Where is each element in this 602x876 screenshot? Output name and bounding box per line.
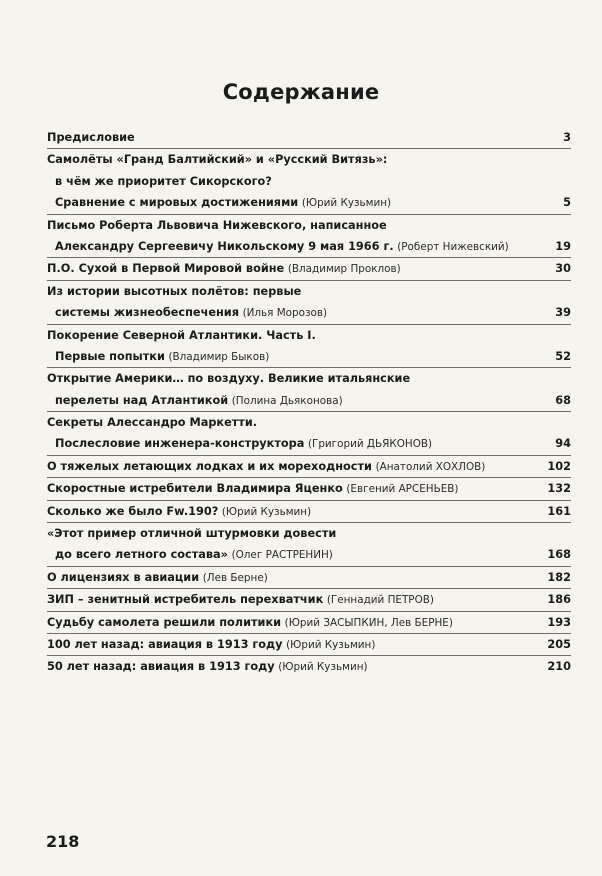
toc-entry-text: [47, 437, 432, 450]
toc-entry: [47, 367, 571, 389]
toc-entry-title: Открытие Америки… по воздуху. Великие итальянские: [47, 372, 411, 386]
toc-entry-title: Первые попытки: [55, 349, 165, 363]
toc-entry-page: 52: [555, 349, 571, 363]
toc-entry-text: [47, 505, 311, 518]
toc-entry-title: П.О. Сухой в Первой Мировой войне: [47, 262, 285, 276]
toc-entry-page: 19: [555, 239, 571, 253]
toc-entry-continuation: [47, 433, 571, 454]
toc-entry-page: 39: [555, 306, 571, 320]
toc-entry-continuation: [47, 192, 571, 213]
toc-entry-text: [47, 285, 301, 298]
toc-entry-text: [47, 372, 410, 385]
toc-entry: [47, 455, 571, 477]
toc-entry-text: [47, 416, 257, 429]
toc-entry: [47, 611, 571, 633]
toc-entry-title: в чём же приоритет Сикорского?: [55, 174, 272, 188]
toc-entry: [47, 655, 571, 677]
table-of-contents: [47, 127, 571, 678]
toc-entry-title: системы жизнеобеспечения: [55, 306, 239, 320]
toc-entry-continuation: [47, 236, 571, 257]
toc-entry-author: (Олег РАСТРЕНИН): [231, 549, 333, 562]
toc-entry-author: (Евгений АРСЕНЬЕВ): [346, 483, 459, 496]
toc-entry-page: 3: [563, 131, 571, 144]
toc-entry-title: Из истории высотных полётов: первые: [47, 284, 302, 298]
toc-entry-title: «Этот пример отличной штурмовки довести: [47, 527, 337, 541]
toc-entry: [47, 214, 571, 236]
toc-entry-page: 30: [555, 262, 571, 276]
toc-entry-text: [47, 571, 268, 584]
toc-entry-author: (Юрий Кузьмин): [278, 661, 368, 674]
toc-entry-continuation: [47, 544, 571, 565]
toc-entry-text: [47, 262, 401, 275]
toc-entry-title: Скоростные истребители Владимира Яценко: [47, 482, 343, 496]
toc-entry-text: [47, 660, 368, 673]
toc-entry-text: [47, 306, 327, 319]
toc-entry: [47, 411, 571, 433]
toc-entry-page: 102: [547, 459, 571, 473]
toc-entry-author: (Геннадий ПЕТРОВ): [326, 594, 434, 607]
toc-entry-page: 168: [547, 548, 571, 562]
toc-entry: [47, 633, 571, 655]
toc-entry-title: Самолёты «Гранд Балтийский» и «Русский Витязь»:: [47, 153, 388, 167]
toc-entry-title: Александру Сергеевичу Никольскому 9 мая 1966 г.: [55, 239, 394, 253]
toc-entry-text: [47, 394, 343, 407]
toc-entry-title: О лицензиях в авиации: [47, 570, 200, 584]
toc-entry: [47, 280, 571, 302]
toc-entry-text: [47, 350, 269, 363]
toc-entry-text: [47, 240, 509, 253]
toc-entry-page: 193: [547, 615, 571, 629]
toc-entry-page: 68: [555, 393, 571, 407]
toc-entry-title: Сколько же было Fw.190?: [47, 504, 219, 518]
toc-entry-continuation: [47, 346, 571, 367]
toc-entry: [47, 588, 571, 610]
toc-entry-text: [47, 460, 485, 473]
toc-entry-page: 205: [547, 637, 571, 651]
toc-entry-page: 5: [563, 196, 571, 210]
toc-entry-continuation: [47, 171, 571, 192]
toc-entry: [47, 127, 571, 148]
toc-entry-text: [47, 593, 434, 606]
toc-entry-author: (Анатолий ХОХЛОВ): [375, 460, 486, 473]
toc-entry-title: до всего летного состава»: [55, 548, 228, 562]
toc-entry-continuation: [47, 390, 571, 411]
toc-entry: [47, 500, 571, 522]
toc-entry-author: (Владимир Проклов): [287, 263, 401, 276]
toc-entry-author: (Илья Морозов): [242, 307, 328, 320]
page-title: Содержание: [222, 80, 380, 104]
toc-entry-page: 210: [547, 660, 571, 674]
toc-entry-author: (Владимир Быков): [168, 350, 270, 363]
toc-entry-title: Секреты Алессандро Маркетти.: [47, 416, 258, 430]
toc-entry-author: (Григорий ДЬЯКОНОВ): [307, 438, 433, 451]
toc-entry-text: [47, 548, 333, 561]
toc-entry-title: 100 лет назад: авиация в 1913 году: [47, 637, 283, 651]
toc-entry: [47, 257, 571, 279]
toc-entry-text: [47, 153, 387, 166]
toc-entry: [47, 477, 571, 499]
toc-entry: [47, 522, 571, 544]
toc-entry: [47, 324, 571, 346]
toc-entry-title: Предисловие: [47, 131, 135, 144]
toc-entry-text: [47, 638, 375, 651]
toc-entry-title: О тяжелых летающих лодках и их мореходности: [47, 459, 372, 473]
toc-entry-text: [47, 616, 453, 629]
toc-entry: [47, 566, 571, 588]
toc-entry-continuation: [47, 302, 571, 323]
toc-entry-text: [47, 175, 272, 188]
toc-entry-text: [47, 329, 316, 342]
toc-entry-author: (Юрий Кузьмин): [301, 197, 392, 210]
toc-entry-author: (Юрий Кузьмин): [286, 638, 376, 651]
toc-entry-title: Послесловие инженера-конструктора: [55, 437, 305, 451]
toc-entry-author: (Юрий ЗАСЫПКИН, Лев БЕРНЕ): [284, 616, 453, 629]
toc-entry: [47, 148, 571, 170]
toc-entry-text: [47, 196, 391, 209]
toc-entry-author: (Лев Берне): [202, 571, 268, 584]
toc-entry-title: 50 лет назад: авиация в 1913 году: [47, 660, 275, 674]
page-number: 218: [46, 832, 80, 851]
toc-entry-page: 132: [547, 482, 571, 496]
toc-entry-title: ЗИП – зенитный истребитель перехватчик: [47, 593, 324, 607]
toc-entry-page: 186: [547, 593, 571, 607]
toc-entry-text: [47, 131, 135, 144]
toc-entry-text: [47, 482, 458, 495]
toc-entry-author: (Полина Дьяконова): [231, 394, 343, 407]
toc-entry-title: перелеты над Атлантикой: [55, 393, 229, 407]
toc-entry-author: (Роберт Нижевский): [397, 240, 509, 253]
toc-entry-page: 161: [547, 504, 571, 518]
toc-entry-author: (Юрий Кузьмин): [221, 505, 312, 518]
toc-entry-page: 94: [555, 437, 571, 451]
toc-entry-page: 182: [547, 570, 571, 584]
toc-entry-text: [47, 219, 387, 232]
toc-entry-title: Сравнение с мировых достижениями: [55, 196, 299, 210]
toc-entry-title: Письмо Роберта Львовича Нижевского, написанное: [47, 218, 387, 232]
toc-entry-title: Покорение Северной Атлантики. Часть I.: [47, 328, 316, 342]
toc-entry-title: Судьбу самолета решили политики: [47, 615, 282, 629]
toc-entry-text: [47, 527, 336, 540]
